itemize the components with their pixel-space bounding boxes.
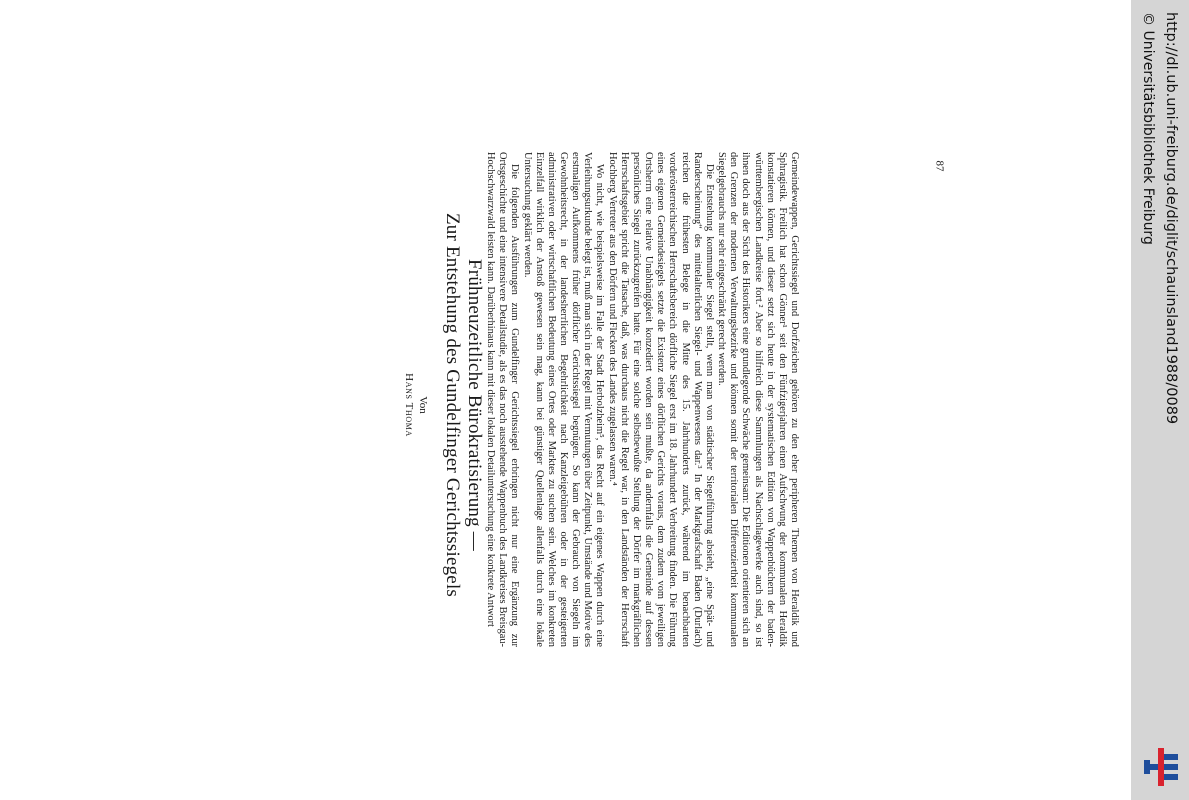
page-number: 87 — [933, 160, 946, 172]
paragraph-4: Die folgenden Ausführungen zum Gundelfinger Gerichtssiegel erbringen nicht nur eine Ergänzung zur Ortsgeschichte und eine intensivere Detailstudie, als es das noch ausstehende Wappenbuch des Landkreises Breisgau-Hochschwarzwald leisten kann. Darüberhinaus kann mit dieser lokalen Detailuntersuchung eine konkrete Antwort — [485, 152, 521, 647]
document-page — [210, 115, 950, 647]
article-body — [200, 152, 800, 647]
permalink-url[interactable]: http://dl.ub.uni-freiburg.de/diglit/schauinsland1988/0089 — [1163, 12, 1179, 425]
paragraph-3: Wo nicht, wie beispielsweise im Falle der Stadt Herbolzheim⁵, das Recht auf ein eigenes Wappen durch eine Verleihungsurkunde belegt ist, muß man sich in der Regel mit Vermutungen über Zeitpunkt, Umstände und Motive des erstmaligen Aufkommens früher dörflicher Gerichtssiegel begnügen. So kann der Gebrauch von Siegeln im Gewohnheitsrecht, in der landesherrlichen Begehrlichkeit nach Kanzleigebühren oder in der gesteigerten administrativen oder wirtschaftlichen Bedeutung eines Ortes oder Marktes zu suchen sein. Welches im konkreten Einzelfall wirklich der Anstoß gewesen sein mag, kann bei günstiger Quellenlage allenfalls durch eine lokale Untersuchung geklärt werden. — [521, 152, 606, 647]
copyright-notice: © Universitätsbibliothek Freiburg — [1140, 12, 1156, 245]
byline-prefix: Von — [417, 396, 429, 414]
article-title-line-1: Frühneuzeitliche Bürokratisierung — — [464, 259, 485, 551]
sidebar — [1131, 0, 1189, 800]
paragraph-2: Die Entstehung kommunaler Siegel stellt, wenn man von städtischer Siegelführung absieht, „eine Spät- und Randerscheinung“ des mittelalterlichen Siegel- und Wappenwesens dar.³ In der Markgrafschaft Baden (Durlach) reichen die frühesten Belege in die Mitte des 15. Jahrhunderts zurück, während im benachbarten vorderösterreichischen Herrschaftsbereich dörfliche Siegel erst im 18. Jahrhundert Verbreitung finden. Die Führung eines eigenen Gemeindesiegels setzte die Existenz eines dörflichen Gerichts voraus, dem zudem vom jeweiligen Ortsherrn eine relative Unabhängigkeit konzediert worden sein mußte, da andernfalls die Gemeinde auf dessen persönliches Siegel zurückzugreifen hatte. Für eine solche selbstbewußte Stellung der Dörfer im markgräflichen Herrschaftsgebiet spricht die Tatsache, daß, was durchaus nicht die Regel war, in den Landständen der Herrschaft Hochberg Vertreter aus den Dörfern und Flecken des Landes zugelassen waren.⁴ — [606, 152, 715, 647]
article-title-line-2: Zur Entstehung des Gundelfinger Gerichtssiegels — [442, 212, 463, 598]
sidebar-text — [1131, 0, 1189, 800]
ub-freiburg-logo-icon — [1141, 746, 1181, 788]
paragraph-1: Gemeindewappen, Gerichtssiegel und Dorfzeichen gehören zu den eher peripheren Themen von Heraldik und Sphragistik. Freilich hat schon Gönner¹ seit den Fünfzigerjahren einen Aufschwung der kommunalen Heraldik konstatieren können, und dieser setzt sich heute in der systematischen Edition von Wappenbüchern der baden-württembergischen Landkreise fort.² Aber so hilfreich diese Sammlungen als Nachschlagewerke auch sind, so ist ihnen doch aus der Sicht des Historikers eine grundlegende Schwäche gemeinsam: Die Editionen orientieren sich an den Grenzen der modernen Verwaltungsbezirke und können somit der territorialen Differenziertheit kommunalen Siegelgebrauchs nur sehr eingeschränkt gerecht werden. — [716, 152, 800, 647]
author-name: Hans Thoma — [403, 373, 415, 437]
